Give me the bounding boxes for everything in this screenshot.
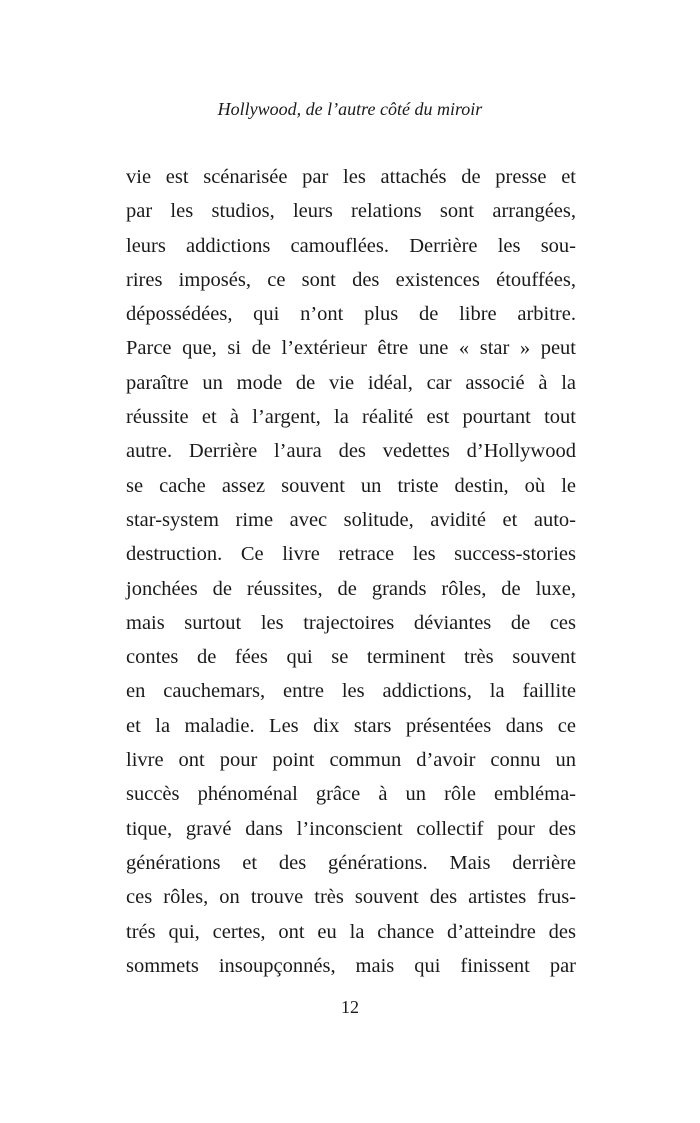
body-text xyxy=(126,160,576,983)
text-line: tique, gravé dans l’inconscient collectif pour des xyxy=(126,817,576,840)
text-line: rires imposés, ce sont des existences étouffées, xyxy=(126,268,576,291)
text-line: jonchées de réussites, de grands rôles, de luxe, xyxy=(126,577,576,600)
text-line: livre ont pour point commun d’avoir connu un xyxy=(126,749,576,772)
text-line: et la maladie. Les dix stars présentées dans ce xyxy=(126,714,576,737)
text-line: en cauchemars, entre les addictions, la faillite xyxy=(126,680,576,703)
text-line: Parce que, si de l’extérieur être une « star » peut xyxy=(126,337,576,360)
text-line: se cache assez souvent un triste destin, où le xyxy=(126,474,576,497)
text-line: vie est scénarisée par les attachés de presse et xyxy=(126,166,576,188)
text-line: générations et des générations. Mais derrière xyxy=(126,851,576,874)
text-line: autre. Derrière l’aura des vedettes d’Hollywood xyxy=(126,440,576,463)
running-head: Hollywood, de l’autre côté du miroir xyxy=(217,99,483,119)
text-line: destruction. Ce livre retrace les success-stories xyxy=(126,543,576,566)
text-line: réussite et à l’argent, la réalité est pourtant tout xyxy=(126,406,576,429)
text-line: mais surtout les trajectoires déviantes de ces xyxy=(126,611,576,634)
page-number: 12 xyxy=(341,997,359,1017)
text-line: star-system rime avec solitude, avidité et auto- xyxy=(126,508,576,531)
text-line: ces rôles, on trouve très souvent des artistes frus- xyxy=(126,886,576,909)
text-line: sommets insoupçonnés, mais qui finissent par xyxy=(126,954,576,977)
text-line: succès phénoménal grâce à un rôle embléma- xyxy=(126,783,576,806)
text-line: dépossédées, qui n’ont plus de libre arbitre. xyxy=(126,303,576,326)
text-line: paraître un mode de vie idéal, car associé à la xyxy=(126,371,576,394)
text-line: trés qui, certes, ont eu la chance d’atteindre des xyxy=(126,920,576,943)
text-line: contes de fées qui se terminent très souvent xyxy=(126,646,576,669)
text-line: leurs addictions camouflées. Derrière les sou- xyxy=(126,234,576,257)
text-line: par les studios, leurs relations sont arrangées, xyxy=(126,200,576,223)
